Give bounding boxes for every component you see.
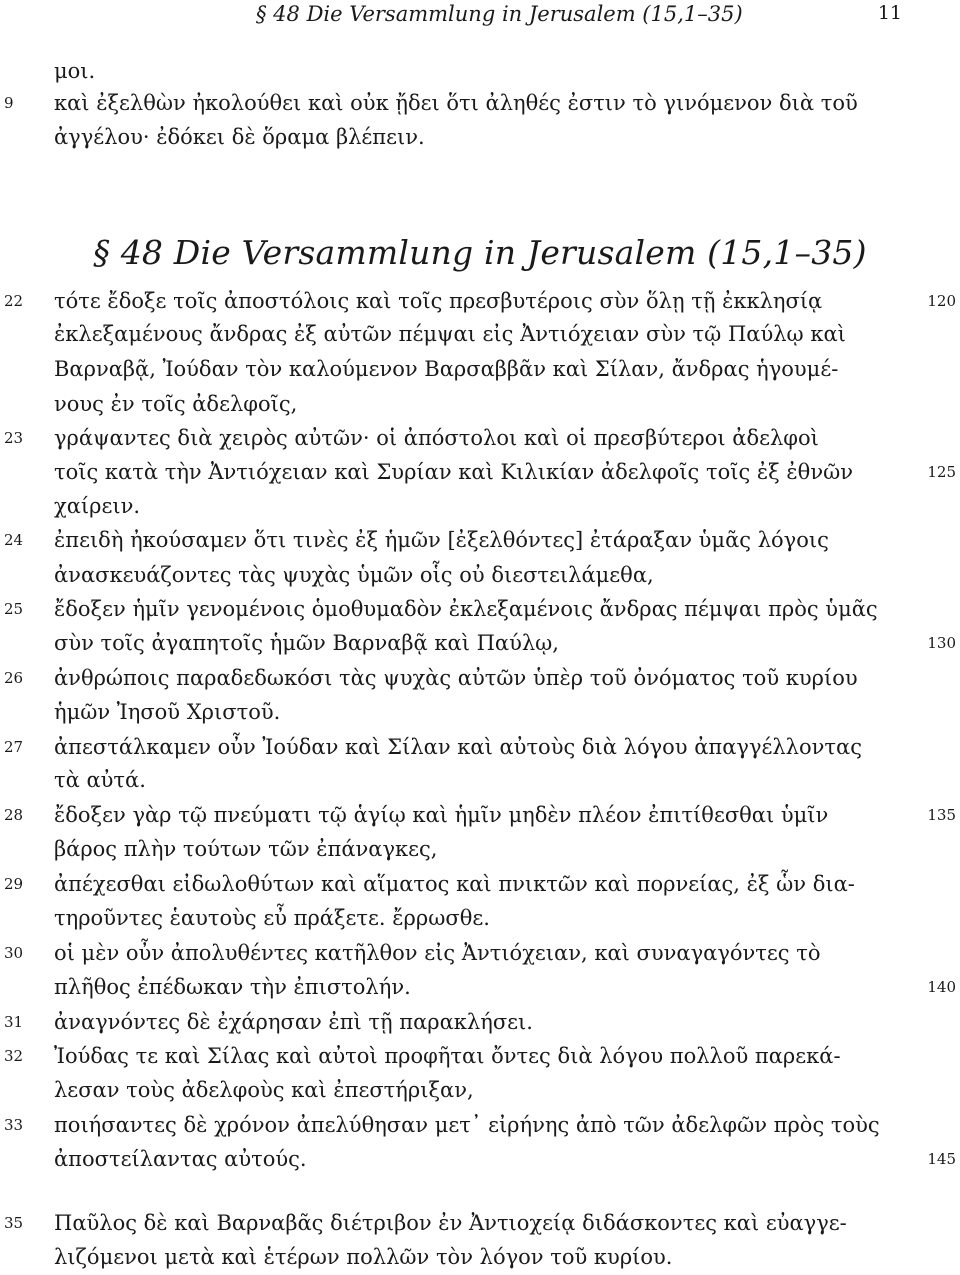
verse-number: 29 [4, 875, 24, 893]
text-line [0, 1108, 960, 1142]
text-line [0, 86, 960, 120]
verse-number: 25 [4, 600, 24, 618]
section-heading: § 48 Die Versammlung in Jerusalem (15,1–35) [93, 233, 867, 272]
running-head [0, 2, 960, 32]
page-number: 11 [877, 2, 902, 24]
text-line [0, 832, 960, 866]
text-line [0, 730, 960, 764]
margin-line-number: 135 [927, 806, 956, 824]
line-text: ἐπειδὴ ἠκούσαμεν ὅτι τινὲς ἐξ ἡμῶν [ἐξελθόντες] ἐτάραξαν ὑμᾶς λόγοις [54, 528, 829, 552]
text-line [0, 284, 960, 318]
line-text: σὺν τοῖς ἀγαπητοῖς ἡμῶν Βαρναβᾷ καὶ Παύλῳ, [54, 631, 559, 655]
text-line [0, 936, 960, 970]
margin-line-number: 125 [927, 463, 956, 481]
text-line [0, 352, 960, 386]
verse-number: 31 [4, 1013, 24, 1031]
text-line [0, 1142, 960, 1176]
line-text: ἀνασκευάζοντες τὰς ψυχὰς ὑμῶν οἷς οὐ διεστειλάμεθα, [54, 563, 654, 587]
margin-line-number: 120 [927, 292, 956, 310]
text-line [0, 1206, 960, 1240]
text-line [0, 592, 960, 626]
verse-number: 35 [4, 1214, 24, 1232]
verse-number: 22 [4, 292, 24, 310]
verse-number: 27 [4, 738, 24, 756]
line-text: λιζόμενοι μετὰ καὶ ἑτέρων πολλῶν τὸν λόγον τοῦ κυρίου. [54, 1245, 673, 1269]
text-line [0, 387, 960, 421]
text-line [0, 661, 960, 695]
verse-number: 24 [4, 531, 24, 549]
verse-number: 30 [4, 944, 24, 962]
verse-number: 26 [4, 669, 24, 687]
verse-number: 32 [4, 1047, 24, 1065]
verse-number: 9 [4, 94, 14, 112]
text-line [0, 626, 960, 660]
verse-number: 33 [4, 1116, 24, 1134]
line-text: οἱ μὲν οὖν ἀπολυθέντες κατῆλθον εἰς Ἀντιόχειαν, καὶ συναγαγόντες τὸ [54, 941, 821, 965]
running-title: § 48 Die Versammlung in Jerusalem (15,1–35) [256, 2, 743, 26]
line-text: ποιήσαντες δὲ χρόνον ἀπελύθησαν μετ᾿ εἰρήνης ἀπὸ τῶν ἀδελφῶν πρὸς τοὺς [54, 1113, 880, 1137]
line-text: πλῆθος ἐπέδωκαν τὴν ἐπιστολήν. [54, 975, 411, 999]
line-text: ἀποστείλαντας αὐτούς. [54, 1147, 307, 1171]
margin-line-number: 145 [927, 1150, 956, 1168]
text-line [0, 1240, 960, 1274]
verse-number: 28 [4, 806, 24, 824]
text-line [0, 1005, 960, 1039]
line-text: νους ἐν τοῖς ἀδελφοῖς, [54, 392, 298, 416]
line-text: τηροῦντες ἑαυτοὺς εὖ πράξετε. ἔρρωσθε. [54, 906, 490, 930]
line-text: ἀνθρώποις παραδεδωκόσι τὰς ψυχὰς αὐτῶν ὑπὲρ τοῦ ὀνόματος τοῦ κυρίου [54, 666, 858, 690]
text-line [0, 317, 960, 351]
text-line [0, 421, 960, 455]
line-text: ἔδοξεν γὰρ τῷ πνεύματι τῷ ἁγίῳ καὶ ἡμῖν μηδὲν πλέον ἐπιτίθεσθαι ὑμῖν [54, 803, 829, 827]
text-line [0, 455, 960, 489]
text-line [0, 1073, 960, 1107]
text-line [0, 867, 960, 901]
margin-line-number: 130 [927, 634, 956, 652]
line-text: καὶ ἐξελθὼν ἠκολούθει καὶ οὐκ ᾔδει ὅτι ἀληθές ἐστιν τὸ γινόμενον διὰ τοῦ [54, 91, 858, 115]
line-text: Παῦλος δὲ καὶ Βαρναβᾶς διέτριβον ἐν Ἀντιοχείᾳ διδάσκοντες καὶ εὐαγγε- [54, 1211, 847, 1235]
line-text: λεσαν τοὺς ἀδελφοὺς καὶ ἐπεστήριξαν, [54, 1078, 474, 1102]
line-text: μοι. [54, 59, 96, 83]
line-text: Ἰούδας τε καὶ Σίλας καὶ αὐτοὶ προφῆται ὄντες διὰ λόγου πολλοῦ παρεκά- [54, 1044, 841, 1068]
line-text: Βαρναβᾷ, Ἰούδαν τὸν καλούμενον Βαρσαββᾶν καὶ Σίλαν, ἄνδρας ἡγουμέ- [54, 357, 839, 381]
text-line [0, 1039, 960, 1073]
text-line [0, 489, 960, 523]
line-text: ἀπέχεσθαι εἰδωλοθύτων καὶ αἵματος καὶ πνικτῶν καὶ πορνείας, ἐξ ὧν δια- [54, 872, 855, 896]
text-line [0, 523, 960, 557]
text-line [0, 798, 960, 832]
text-line [0, 970, 960, 1004]
line-text: βάρος πλὴν τούτων τῶν ἐπάναγκες, [54, 837, 438, 861]
line-text: ἐκλεξαμένους ἄνδρας ἐξ αὐτῶν πέμψαι εἰς Ἀντιόχειαν σὺν τῷ Παύλῳ καὶ [54, 322, 846, 346]
text-line [0, 120, 960, 154]
line-text: τότε ἔδοξε τοῖς ἀποστόλοις καὶ τοῖς πρεσβυτέροις σὺν ὅλῃ τῇ ἐκκλησίᾳ [54, 289, 823, 313]
line-text: τὰ αὐτά. [54, 768, 146, 792]
text-line [0, 558, 960, 592]
line-text: ἀγγέλου· ἐδόκει δὲ ὅραμα βλέπειν. [54, 125, 425, 149]
line-text: ἡμῶν Ἰησοῦ Χριστοῦ. [54, 700, 281, 724]
verse-number: 23 [4, 429, 24, 447]
text-line [0, 54, 960, 88]
text-line [0, 695, 960, 729]
text-line [0, 763, 960, 797]
line-text: τοῖς κατὰ τὴν Ἀντιόχειαν καὶ Συρίαν καὶ Κιλικίαν ἀδελφοῖς τοῖς ἐξ ἐθνῶν [54, 460, 853, 484]
line-text: γράψαντες διὰ χειρὸς αὐτῶν· οἱ ἀπόστολοι καὶ οἱ πρεσβύτεροι ἀδελφοὶ [54, 426, 819, 450]
line-text: χαίρειν. [54, 494, 141, 518]
text-line [0, 901, 960, 935]
line-text: ἀναγνόντες δὲ ἐχάρησαν ἐπὶ τῇ παρακλήσει. [54, 1010, 533, 1034]
line-text: ἔδοξεν ἡμῖν γενομένοις ὁμοθυμαδὸν ἐκλεξαμένοις ἄνδρας πέμψαι πρὸς ὑμᾶς [54, 597, 878, 621]
line-text: ἀπεστάλκαμεν οὖν Ἰούδαν καὶ Σίλαν καὶ αὐτοὺς διὰ λόγου ἀπαγγέλλοντας [54, 735, 862, 759]
margin-line-number: 140 [927, 978, 956, 996]
